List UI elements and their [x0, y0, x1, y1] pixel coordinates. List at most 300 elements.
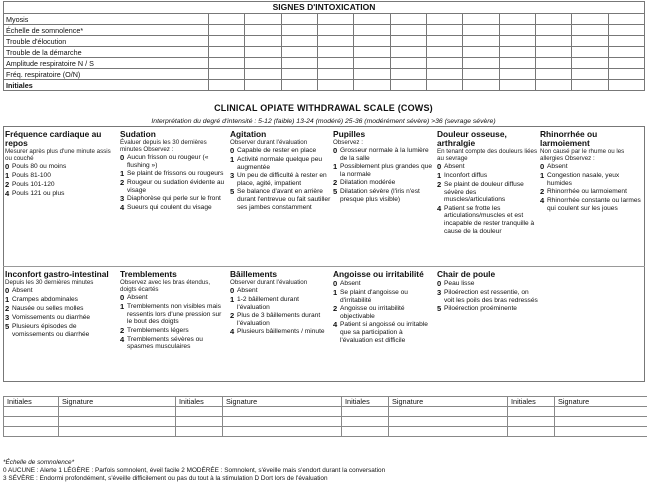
cows-option-text: Se balance d'avant en arrière durant l'entrevue ou fait sautiller ses jambes constamment: [237, 188, 331, 211]
cows-option-text: Patient se frotte les articulations/muscles et est incapable de rester tranquille à cause de la douleur: [444, 204, 535, 235]
signature-row: [4, 407, 647, 417]
cows-option-text: Grosseur normale à la lumière de la salle: [340, 147, 429, 162]
cows-option-score: 1: [5, 295, 10, 304]
cows-item-title: Tremblements: [120, 270, 177, 279]
cows-option-score: 4: [437, 203, 442, 213]
signature-entry-cell[interactable]: [223, 427, 342, 437]
signature-entry-cell[interactable]: [389, 407, 508, 417]
cows-item-instruction: Depuis les 30 dernières minutes: [5, 279, 94, 286]
cows-option-text: Tremblements sévères ou spasmes musculaires: [127, 335, 203, 351]
somnolence-scale-title: *Échelle de somnolence*: [3, 459, 75, 466]
cows-option-text: Inconfort diffus: [444, 172, 488, 179]
cows-row-divider: [3, 266, 645, 267]
entry-cell[interactable]: [499, 69, 535, 80]
cows-item-instruction: Évaluer depuis les 30 dernières minutes Observez :: [120, 139, 207, 153]
cows-option-text: Absent: [12, 287, 33, 294]
cows-item: [230, 270, 331, 382]
signature-initials-header: Initiales: [4, 397, 59, 407]
intoxication-row-label: Myosis: [4, 14, 209, 25]
cows-option: [5, 314, 118, 322]
initials-entry-cell[interactable]: [176, 407, 223, 417]
cows-option-text: Rougeur ou sudation évidente au visage: [127, 179, 225, 194]
entry-cell[interactable]: [463, 58, 499, 69]
entry-cell[interactable]: [572, 58, 608, 69]
cows-item: [437, 130, 538, 266]
signature-entry-cell[interactable]: [59, 407, 176, 417]
cows-option: [437, 205, 538, 235]
cows-item: [5, 270, 118, 382]
cows-option-text: Patient si angoissé ou irritable que sa participation à l'évaluation est difficile: [340, 321, 428, 344]
entry-cell[interactable]: [463, 36, 499, 47]
cows-option-score: 5: [333, 187, 338, 197]
entry-cell[interactable]: [317, 47, 353, 58]
cows-option-text: Pouls 121 ou plus: [12, 190, 65, 197]
cows-option-text: Plusieurs bâillements / minute: [237, 328, 325, 336]
entry-cell[interactable]: [317, 25, 353, 36]
cows-option: [5, 305, 118, 313]
entry-cell[interactable]: [572, 69, 608, 80]
cows-item: [540, 130, 644, 266]
signature-header: Signature: [555, 397, 647, 407]
cows-option-text: Pouls 101-120: [12, 181, 55, 188]
entry-cell[interactable]: [317, 14, 353, 25]
cows-option: [120, 336, 228, 351]
entry-cell[interactable]: [426, 69, 462, 80]
cows-option-text: 1-2 bâillement durant l'évaluation: [237, 296, 299, 311]
cows-option-text: Dilatation modérée: [340, 179, 396, 187]
cows-option-score: 4: [5, 189, 10, 198]
entry-cell[interactable]: [390, 47, 426, 58]
cows-option-text: Activité normale quelque peu augmentée: [237, 156, 323, 171]
signature-row: [4, 427, 647, 437]
entry-cell[interactable]: [354, 36, 390, 47]
cows-option-score: 4: [120, 203, 125, 213]
intoxication-row: [4, 69, 645, 80]
cows-option-score: 5: [437, 304, 442, 314]
cows-option-score: 0: [333, 146, 338, 155]
cows-option-text: Absent: [340, 280, 361, 287]
entry-cell[interactable]: [245, 69, 281, 80]
cows-option-text: Congestion nasale, yeux humides: [547, 172, 620, 187]
cows-option-score: 2: [333, 304, 338, 314]
entry-cell[interactable]: [354, 25, 390, 36]
cows-option-score: 2: [437, 180, 442, 189]
cows-option-text: Rhinorrhée ou larmoiement: [547, 188, 627, 196]
cows-option: [230, 296, 331, 311]
cows-option: [120, 294, 228, 302]
cows-option: [540, 188, 644, 196]
entry-cell[interactable]: [245, 25, 281, 36]
cows-option-score: 3: [230, 171, 235, 181]
cows-option: [230, 287, 331, 295]
signature-entry-cell[interactable]: [389, 427, 508, 437]
cows-option: [540, 163, 644, 171]
cows-option: [120, 195, 228, 203]
cows-option: [437, 163, 538, 171]
entry-cell[interactable]: [426, 14, 462, 25]
entry-cell[interactable]: [281, 36, 317, 47]
cows-item-title: Sudation: [120, 130, 156, 139]
cows-option: [333, 280, 435, 288]
cows-item-title: Chair de poule: [437, 270, 496, 279]
signature-entry-cell[interactable]: [223, 407, 342, 417]
entry-cell[interactable]: [281, 69, 317, 80]
cows-option: [230, 172, 331, 187]
entry-cell[interactable]: [572, 80, 608, 91]
signature-entry-cell[interactable]: [389, 417, 508, 427]
cows-option: [120, 179, 228, 194]
cows-option-score: 2: [5, 180, 10, 189]
cows-option-text: Angoisse ou irritabilité objectivable: [340, 305, 405, 320]
entry-cell[interactable]: [535, 36, 571, 47]
entry-cell[interactable]: [572, 47, 608, 58]
cows-option: [5, 296, 118, 304]
entry-cell[interactable]: [245, 47, 281, 58]
initials-entry-cell[interactable]: [342, 407, 389, 417]
initials-entry-cell[interactable]: [4, 407, 59, 417]
cows-option-score: 3: [5, 313, 10, 322]
signature-header: Signature: [59, 397, 176, 407]
cows-option: [5, 181, 118, 189]
cows-option: [120, 303, 228, 326]
cows-title: CLINICAL OPIATE WITHDRAWAL SCALE (COWS): [214, 103, 433, 113]
cows-option-text: Tremblements non visibles mais ressentis lors d'une pression sur le bout des doigts: [127, 303, 222, 326]
cows-item-instruction: Observez :: [333, 139, 363, 146]
cows-option: [333, 147, 435, 162]
cows-item: [333, 270, 435, 382]
initials-entry-cell[interactable]: [508, 407, 555, 417]
entry-cell[interactable]: [426, 80, 462, 91]
cows-item-title: Pupilles: [333, 130, 366, 139]
cows-option: [230, 312, 331, 327]
entry-cell[interactable]: [209, 69, 245, 80]
entry-cell[interactable]: [426, 58, 462, 69]
somnolence-scale-line-1: 0 AUCUNE : Alerte 1 LÉGÈRE : Parfois somnolent, éveil facile 2 MODÉRÉE : Somnolent, s'éveille mais s'endort durant la conversation: [3, 467, 386, 474]
cows-option: [5, 190, 118, 198]
entry-cell[interactable]: [317, 58, 353, 69]
entry-cell[interactable]: [354, 14, 390, 25]
cows-option: [230, 188, 331, 211]
entry-cell[interactable]: [317, 80, 353, 91]
entry-cell[interactable]: [317, 36, 353, 47]
cows-option-score: 4: [540, 196, 545, 206]
cows-item-instruction: En tenant compte des douleurs liées au sevrage: [437, 148, 538, 162]
cows-option-score: 2: [5, 304, 10, 313]
cows-option-score: 2: [120, 178, 125, 188]
entry-cell[interactable]: [354, 58, 390, 69]
cows-option-score: 4: [120, 334, 125, 344]
cows-option-text: Sueurs qui coulent du visage: [127, 204, 212, 212]
cows-option-text: Diaphorèse qui perle sur le front: [127, 195, 221, 203]
intoxication-row: [4, 14, 645, 25]
cows-option: [333, 321, 435, 344]
cows-option: [120, 327, 228, 335]
cows-option-score: 0: [120, 293, 125, 302]
entry-cell[interactable]: [281, 80, 317, 91]
cows-option-text: Absent: [444, 163, 465, 170]
initials-entry-cell[interactable]: [176, 417, 223, 427]
cows-item-title: Rhinorrhée ou larmoiement: [540, 130, 598, 148]
cows-item-title: Douleur osseuse, arthralgie: [437, 130, 507, 148]
entry-cell[interactable]: [463, 47, 499, 58]
entry-cell[interactable]: [608, 69, 644, 80]
cows-option-score: 2: [333, 178, 338, 188]
entry-cell[interactable]: [281, 58, 317, 69]
entry-cell[interactable]: [608, 36, 644, 47]
cows-option: [5, 163, 118, 171]
cows-option-score: 0: [230, 286, 235, 295]
signature-entry-cell[interactable]: [555, 427, 647, 437]
cows-option: [120, 154, 228, 169]
cows-option: [437, 172, 538, 180]
cows-option-score: 1: [333, 288, 338, 297]
intoxication-row: [4, 25, 645, 36]
entry-cell[interactable]: [535, 25, 571, 36]
cows-option-text: Plusieurs épisodes de vomissements ou diarrhée: [12, 323, 90, 338]
cows-option-score: 0: [5, 162, 10, 171]
entry-cell[interactable]: [209, 25, 245, 36]
entry-cell[interactable]: [245, 36, 281, 47]
intoxication-row: [4, 36, 645, 47]
cows-option-score: 1: [437, 171, 442, 180]
cows-option-text: Vomissements ou diarrhée: [12, 314, 91, 321]
cows-option: [5, 287, 118, 295]
cows-item-title: Bâillements: [230, 270, 278, 279]
cows-option-text: Aucun frisson ou rougeur (« flushing »): [127, 154, 209, 169]
entry-cell[interactable]: [281, 14, 317, 25]
cows-option-text: Piloérection est ressentie, on voit les poils des bras redressés: [444, 289, 538, 304]
cows-option: [5, 172, 118, 180]
cows-option: [333, 179, 435, 187]
signature-entry-cell[interactable]: [555, 417, 647, 427]
entry-cell[interactable]: [390, 36, 426, 47]
initials-entry-cell[interactable]: [4, 417, 59, 427]
cows-option-text: Peau lisse: [444, 280, 475, 287]
entry-cell[interactable]: [572, 25, 608, 36]
entry-cell[interactable]: [245, 80, 281, 91]
entry-cell[interactable]: [499, 47, 535, 58]
cows-option-text: Se plaint de frissons ou rougeurs: [127, 170, 224, 178]
cows-item: [230, 130, 331, 266]
cows-option-text: Crampes abdominales: [12, 296, 78, 303]
entry-cell[interactable]: [535, 14, 571, 25]
entry-cell[interactable]: [463, 25, 499, 36]
signature-entry-cell[interactable]: [59, 417, 176, 427]
initials-entry-cell[interactable]: [508, 427, 555, 437]
entry-cell[interactable]: [499, 80, 535, 91]
intoxication-row: [4, 80, 645, 91]
cows-item: [333, 130, 435, 266]
entry-cell[interactable]: [209, 80, 245, 91]
entry-cell[interactable]: [390, 14, 426, 25]
cows-option-score: 5: [230, 187, 235, 197]
cows-option-score: 0: [540, 162, 545, 171]
cows-option-text: Pouls 80 ou moins: [12, 163, 67, 170]
entry-cell[interactable]: [317, 69, 353, 80]
entry-cell[interactable]: [426, 47, 462, 58]
entry-cell[interactable]: [281, 47, 317, 58]
intoxication-row: [4, 58, 645, 69]
cows-item-instruction: Non causé par le rhume ou les allergies Observez :: [540, 148, 625, 162]
intoxication-row-label: Trouble de la démarche: [4, 47, 209, 58]
entry-cell[interactable]: [281, 25, 317, 36]
cows-option-score: 1: [120, 169, 125, 179]
entry-cell[interactable]: [499, 58, 535, 69]
entry-cell[interactable]: [390, 25, 426, 36]
cows-option-text: Dilatation sévère (l'iris n'est presque plus visible): [340, 188, 420, 203]
entry-cell[interactable]: [608, 58, 644, 69]
intoxication-row-label: Échelle de somnolence*: [4, 25, 209, 36]
entry-cell[interactable]: [354, 47, 390, 58]
entry-cell[interactable]: [463, 80, 499, 91]
cows-option: [437, 181, 538, 204]
cows-option: [540, 172, 644, 187]
cows-option-score: 1: [5, 171, 10, 180]
cows-option-text: Se plaint de douleur diffuse sévère des muscles/articulations: [444, 181, 524, 204]
cows-option: [437, 289, 538, 304]
entry-cell[interactable]: [499, 25, 535, 36]
entry-cell[interactable]: [608, 14, 644, 25]
entry-cell[interactable]: [245, 14, 281, 25]
signature-table: [3, 396, 647, 437]
cows-option-score: 0: [437, 162, 442, 171]
cows-option-text: Capable de rester en place: [237, 147, 317, 154]
cows-option: [120, 204, 228, 212]
cows-option-score: 0: [437, 279, 442, 288]
cows-option-text: Rhinorrhée constante ou larmes qui coulent sur les joues: [547, 197, 641, 212]
cows-option-score: 1: [230, 295, 235, 304]
cows-interpretation: Interprétation du degré d'intensité : 5-12 (faible) 13-24 (modéré) 25-36 (modérément sévère) >36 (sevrage sévère): [151, 118, 496, 125]
entry-cell[interactable]: [390, 69, 426, 80]
cows-option-text: Absent: [127, 294, 148, 301]
cows-option: [333, 163, 435, 178]
entry-cell[interactable]: [608, 80, 644, 91]
cows-option: [333, 188, 435, 203]
cows-item-instruction: Mesurer après plus d'une minute assis ou couché: [5, 148, 111, 162]
cows-option-score: 1: [120, 302, 125, 311]
cows-option: [540, 197, 644, 212]
cows-option-score: 4: [230, 327, 235, 337]
signature-entry-cell[interactable]: [59, 427, 176, 437]
entry-cell[interactable]: [499, 36, 535, 47]
cows-option: [333, 289, 435, 304]
cows-option-score: 4: [333, 320, 338, 330]
entry-cell[interactable]: [608, 25, 644, 36]
entry-cell[interactable]: [535, 47, 571, 58]
initials-entry-cell[interactable]: [4, 427, 59, 437]
cows-option: [437, 280, 538, 288]
cows-item: [120, 270, 228, 382]
entry-cell[interactable]: [390, 80, 426, 91]
cows-option: [333, 305, 435, 320]
signature-initials-header: Initiales: [342, 397, 389, 407]
cows-option: [230, 156, 331, 171]
cows-item-title: Agitation: [230, 130, 267, 139]
signature-row: [4, 417, 647, 427]
initials-entry-cell[interactable]: [176, 427, 223, 437]
entry-cell[interactable]: [209, 36, 245, 47]
cows-option-score: 3: [120, 194, 125, 204]
cows-option-text: Plus de 3 bâillements durant l'évaluation: [237, 312, 321, 327]
initials-entry-cell[interactable]: [508, 417, 555, 427]
somnolence-scale-line-2: 3 SÉVÈRE : Endormi profondément, s'éveille difficilement ou pas du tout à la stimulation D Dort lors de l'évaluation: [3, 475, 328, 482]
cows-option-text: Pouls 81-100: [12, 172, 51, 179]
initials-entry-cell[interactable]: [342, 427, 389, 437]
initials-entry-cell[interactable]: [342, 417, 389, 427]
intoxication-signs-table: [3, 1, 645, 91]
cows-option-score: 0: [120, 153, 125, 162]
cows-item: [5, 130, 118, 266]
cows-option-score: 3: [437, 288, 442, 297]
entry-cell[interactable]: [463, 14, 499, 25]
cows-option-text: Tremblements légers: [127, 326, 189, 334]
intoxication-row-label: Trouble d'élocution: [4, 36, 209, 47]
cows-item: [437, 270, 538, 382]
cows-option-score: 2: [540, 187, 545, 197]
cows-item-title: Fréquence cardiaque au repos: [5, 130, 102, 148]
cows-option-text: Absent: [547, 163, 568, 170]
cows-option-score: 2: [230, 311, 235, 321]
cows-option-score: 5: [5, 322, 10, 331]
signature-entry-cell[interactable]: [555, 407, 647, 417]
entry-cell[interactable]: [499, 14, 535, 25]
entry-cell[interactable]: [209, 58, 245, 69]
cows-item-instruction: Observer durant l'évaluation: [230, 139, 308, 146]
cows-option-score: 1: [333, 162, 338, 172]
cows-item-instruction: Observez avec les bras étendus, doigts écartés: [120, 279, 211, 293]
intoxication-row-label: Fréq. respiratoire (O/N): [4, 69, 209, 80]
entry-cell[interactable]: [608, 47, 644, 58]
cows-option-text: Un peu de difficulté à rester en place, agité, impatient: [237, 172, 327, 187]
signature-entry-cell[interactable]: [223, 417, 342, 427]
entry-cell[interactable]: [209, 47, 245, 58]
entry-cell[interactable]: [426, 36, 462, 47]
cows-option-text: Nausée ou selles molles: [12, 305, 84, 312]
signature-initials-header: Initiales: [508, 397, 555, 407]
cows-item: [120, 130, 228, 266]
entry-cell[interactable]: [209, 14, 245, 25]
entry-cell[interactable]: [572, 14, 608, 25]
entry-cell[interactable]: [535, 80, 571, 91]
cows-option: [230, 328, 331, 336]
entry-cell[interactable]: [354, 80, 390, 91]
intoxication-row-label: Initiales: [4, 80, 209, 91]
signature-header: Signature: [223, 397, 342, 407]
cows-option-score: 0: [333, 279, 338, 288]
cows-option: [437, 305, 538, 313]
entry-cell[interactable]: [535, 58, 571, 69]
signature-initials-header: Initiales: [176, 397, 223, 407]
cows-option-text: Absent: [237, 287, 258, 294]
signature-header: Signature: [389, 397, 508, 407]
entry-cell[interactable]: [572, 36, 608, 47]
entry-cell[interactable]: [426, 25, 462, 36]
entry-cell[interactable]: [354, 69, 390, 80]
cows-option-score: 0: [230, 146, 235, 155]
entry-cell[interactable]: [463, 69, 499, 80]
cows-option-score: 1: [230, 155, 235, 164]
cows-option: [120, 170, 228, 178]
entry-cell[interactable]: [535, 69, 571, 80]
cows-option-score: 1: [540, 171, 545, 180]
cows-option-score: 0: [5, 286, 10, 295]
cows-option-text: Piloérection proéminente: [444, 305, 517, 313]
cows-option-score: 2: [120, 325, 125, 335]
intoxication-row-label: Amplitude respiratoire N / S: [4, 58, 209, 69]
cows-item-title: Angoisse ou irritabilité: [333, 270, 424, 279]
entry-cell[interactable]: [390, 58, 426, 69]
entry-cell[interactable]: [245, 58, 281, 69]
